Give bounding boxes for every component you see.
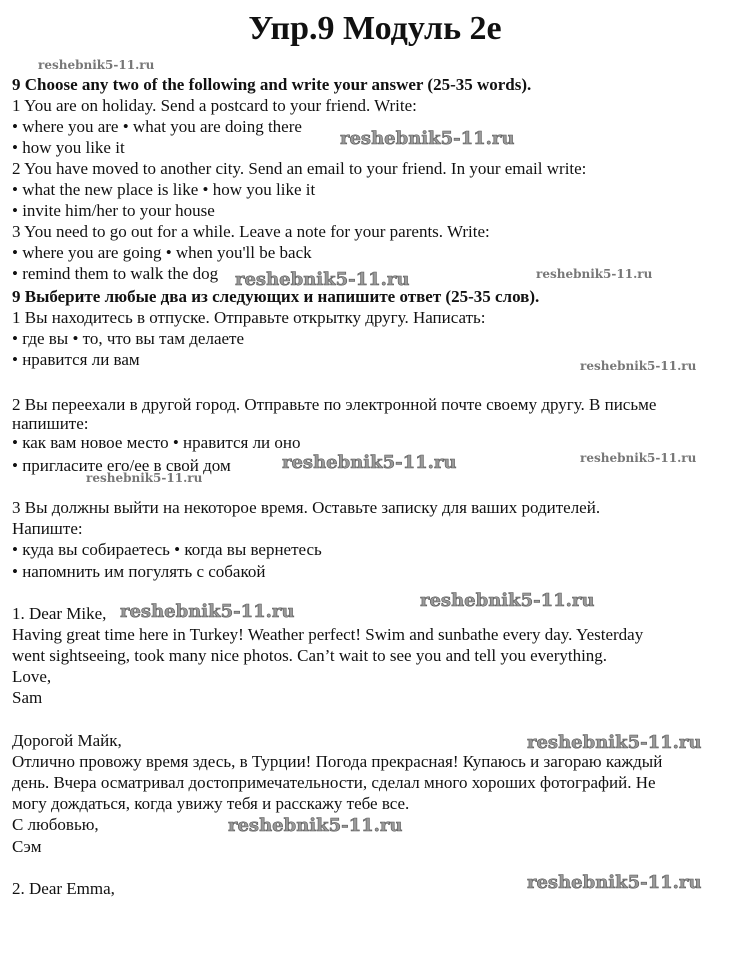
- text-line: 3 Вы должны выйти на некоторое время. Оставьте записку для ваших родителей.: [12, 498, 601, 517]
- text-line: 2. Dear Emma,: [12, 879, 115, 898]
- text-line: Having great time here in Turkey! Weather perfect! Swim and sunbathe every day. Yesterday: [12, 625, 644, 644]
- text-line: • remind them to walk the dog: [12, 264, 219, 283]
- text-line: • where you are going • when you'll be back: [12, 243, 312, 262]
- watermark: reshebnik5-11.ru: [120, 601, 295, 622]
- text-line: Дорогой Майк,: [12, 731, 122, 750]
- text-line: могу дождаться, когда увижу тебя и расскажу тебе все.: [12, 794, 410, 813]
- text-line: • how you like it: [12, 138, 125, 157]
- text-line: Сэм: [12, 837, 42, 856]
- text-line: 2 You have moved to another city. Send an email to your friend. In your email write:: [12, 159, 587, 178]
- exercise-heading-ru: 9 Выберите любые два из следующих и напишите ответ (25-35 слов).: [12, 287, 540, 306]
- text-line: Отлично провожу время здесь, в Турции! Погода прекрасная! Купаюсь и загораю каждый: [12, 752, 663, 771]
- text-line: 2 Вы переехали в другой город. Отправьте по электронной почте своему другу. В письме: [12, 395, 657, 414]
- watermark: reshebnik5-11.ru: [580, 359, 697, 373]
- watermark: reshebnik5-11.ru: [38, 58, 155, 72]
- watermark: reshebnik5-11.ru: [527, 732, 702, 753]
- text-line: напишите:: [12, 414, 89, 433]
- watermark: reshebnik5-11.ru: [340, 128, 515, 149]
- text-line: • invite him/her to your house: [12, 201, 215, 220]
- watermark: reshebnik5-11.ru: [282, 452, 457, 473]
- text-line: 1 Вы находитесь в отпуске. Отправьте открытку другу. Написать:: [12, 308, 486, 327]
- text-line: • нравится ли вам: [12, 350, 140, 369]
- text-line: Love,: [12, 667, 52, 686]
- text-line: 1. Dear Mike,: [12, 604, 107, 623]
- text-line: • как вам новое место • нравится ли оно: [12, 433, 301, 452]
- text-line: went sightseeing, took many nice photos. Can’t wait to see you and tell you everything.: [12, 646, 608, 665]
- page-title: Упр.9 Модуль 2e: [248, 10, 502, 47]
- watermark: reshebnik5-11.ru: [86, 471, 203, 485]
- text-line: день. Вчера осматривал достопримечательности, сделал много хороших фотографий. Не: [12, 773, 656, 792]
- watermark: reshebnik5-11.ru: [580, 451, 697, 465]
- watermark: reshebnik5-11.ru: [527, 872, 702, 893]
- text-line: Sam: [12, 688, 43, 707]
- watermark: reshebnik5-11.ru: [235, 269, 410, 290]
- text-line: Напиште:: [12, 519, 83, 538]
- exercise-heading-en: 9 Choose any two of the following and write your answer (25-35 words).: [12, 75, 532, 94]
- watermark: reshebnik5-11.ru: [228, 815, 403, 836]
- watermark: reshebnik5-11.ru: [536, 267, 653, 281]
- text-line: • пригласите его/ее в свой дом: [12, 456, 231, 475]
- text-line: • напомнить им погулять с собакой: [12, 562, 266, 581]
- text-line: 1 You are on holiday. Send a postcard to your friend. Write:: [12, 96, 417, 115]
- text-line: • где вы • то, что вы там делаете: [12, 329, 245, 348]
- text-line: • where you are • what you are doing there: [12, 117, 302, 136]
- text-line: С любовью,: [12, 815, 99, 834]
- text-line: 3 You need to go out for a while. Leave a note for your parents. Write:: [12, 222, 490, 241]
- text-line: • куда вы собираетесь • когда вы вернетесь: [12, 540, 322, 559]
- text-line: • what the new place is like • how you like it: [12, 180, 316, 199]
- watermark: reshebnik5-11.ru: [420, 590, 595, 611]
